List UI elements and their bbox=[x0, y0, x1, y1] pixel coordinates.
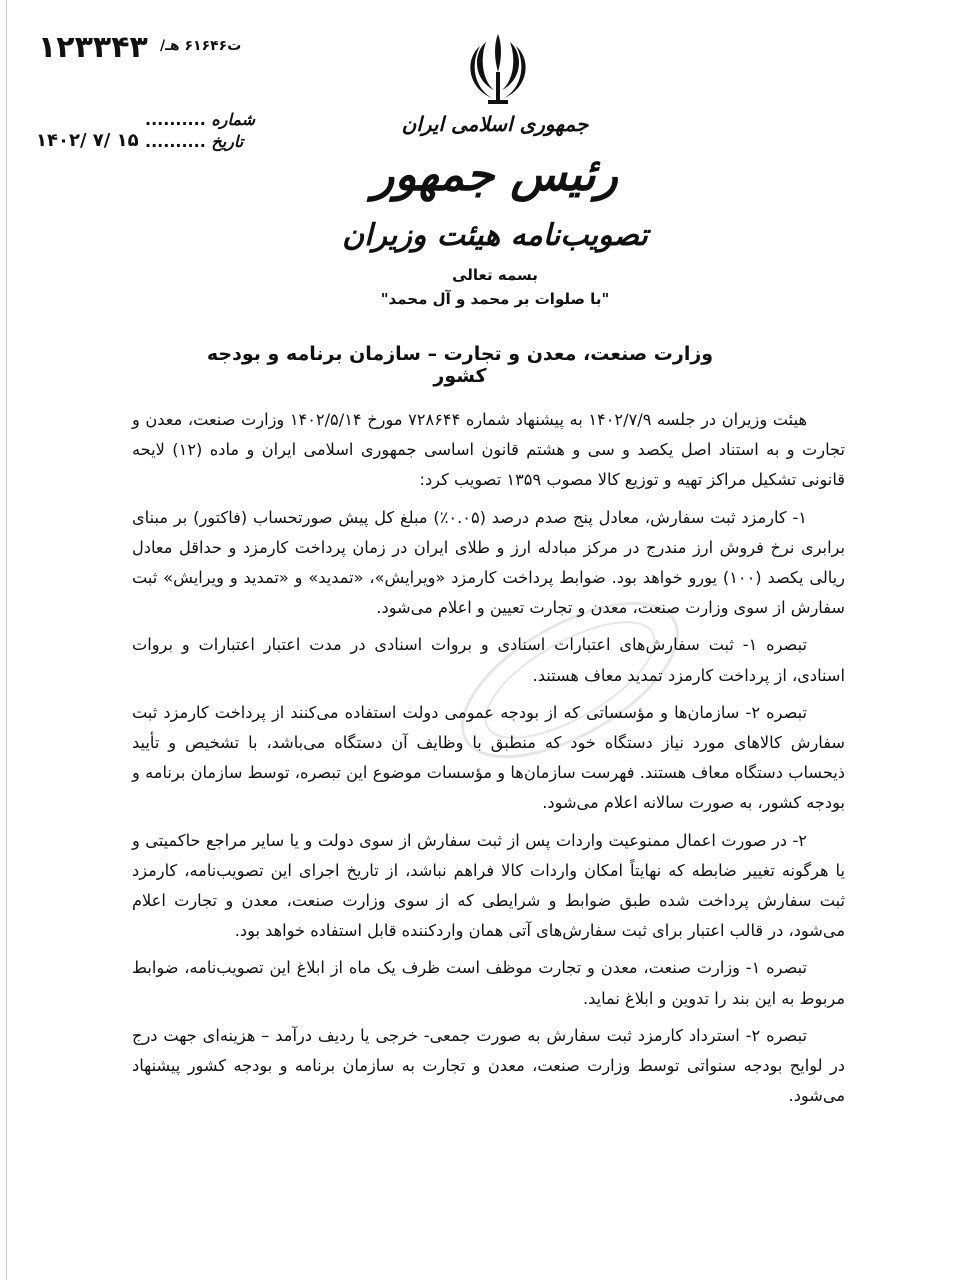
paragraph-article-2: ۲- در صورت اعمال ممنوعیت واردات پس از ثبت سفارش از سوی دولت و یا سایر مراجع حاکمیتی و یا هرگونه تغییر ضابطه که نهایتاً امکان واردات کالا فراهم نباشد، از تاریخ اجرای این تصویب‌نامه، کارمزد ثبت سفارش پرداخت شده طبق ضوابط و شرایطی که از سوی وزارت صنعت، معدن و تجارت اعلام می‌شود، در قالب اعتبار برای ثبت سفارش‌های آتی همان واردکننده قابل استفاده خواهد بود. bbox=[132, 830, 845, 941]
reference-code: /ت۶۱۶۴۶ هـ bbox=[160, 38, 242, 54]
paragraph-note-2-1: تبصره ۱- وزارت صنعت، معدن و تجارت موظف است ظرف یک ماه از ابلاغ این تصویب‌نامه، ضوابط مربوط به این بند را تدوین و ابلاغ نماید. bbox=[132, 958, 845, 1008]
paragraph-note-1-2: تبصره ۲- سازمان‌ها و مؤسساتی که از بودجه عمومی دولت استفاده می‌کنند از پرداخت کارمزد ثبت سفارش کالاهای مورد نیاز دستگاه خود که منطبق با وظایف آن دستگاه می‌باشد، با تشخیص و تأیید ذیحساب دستگاه معاف هستند. فهرست سازمان‌ها و مؤسسات موضوع این تبصره، توسط سازمان برنامه و بودجه کشور، به صورت سالانه اعلام می‌شود. bbox=[132, 702, 845, 813]
subject-line: وزارت صنعت، معدن و تجارت – سازمان برنامه و بودجه کشور bbox=[206, 343, 714, 387]
date-label: تاریخ bbox=[211, 132, 244, 151]
scan-edge-line bbox=[6, 0, 7, 1280]
number-row bbox=[145, 110, 255, 129]
paragraph-article-1: ۱- کارمزد ثبت سفارش، معادل پنج صدم درصد (۰.۰۵٪) مبلغ کل پیش صورتحساب (فاکتور) بر مبنای برابری نرخ فروش ارز مندرج در مرکز مبادله ارز و طلای ایران در زمان پرداخت کارمزد و حداقل معادل ریالی یکصد (۱۰۰) یورو خواهد بود. ضوابط پرداخت کارمزد «ویرایش»، «تمدید» و «تمدید و ویرایش» ثبت سفارش از سوی وزارت صنعت، معدن و تجارت تعیین و اعلام می‌شود. bbox=[132, 507, 846, 618]
date-row bbox=[145, 132, 243, 151]
header-president: رئیس جمهور bbox=[372, 147, 618, 201]
reference-number: ۱۲۳۳۴۳ bbox=[38, 30, 148, 65]
iran-emblem-icon bbox=[458, 28, 538, 108]
header-republic: جمهوری اسلامی ایران bbox=[401, 112, 589, 136]
paragraph-note-2-2: تبصره ۲- استرداد کارمزد ثبت سفارش به صورت جمعی- خرجی یا ردیف درآمد – هزینه‌ای جهت درج در لوایح بودجه سنواتی توسط وزارت صنعت، معدن و تجارت به سازمان برنامه و بودجه کشور پیشنهاد می‌شود. bbox=[132, 1025, 845, 1106]
date-dots: .......... bbox=[145, 132, 206, 151]
number-label: شماره bbox=[211, 110, 255, 129]
date-value: ۱۴۰۲/ ۷/ ۱۵ bbox=[36, 130, 139, 151]
paragraph-preamble: هیئت وزیران در جلسه ۱۴۰۲/۷/۹ به پیشنهاد شماره ۷۲۸۶۴۴ مورخ ۱۴۰۲/۵/۱۴ وزارت صنعت، معدن و تجارت و به استناد اصل یکصد و سی و هشتم قانون اساسی جمهوری اسلامی ایران و ماده (۱۲) لایحه قانونی تشکیل مراکز تهیه و توزیع کالا مصوب ۱۳۵۹ تصویب کرد: bbox=[132, 410, 845, 490]
number-dots: .......... bbox=[145, 110, 206, 129]
decree-body bbox=[132, 405, 845, 1118]
header-decree-title: تصویب‌نامه هیئت وزیران bbox=[342, 218, 648, 253]
basmala: بسمه تعالی bbox=[452, 266, 538, 284]
salawat: "با صلوات بر محمد و آل محمد" bbox=[380, 290, 610, 308]
paragraph-note-1-1: تبصره ۱- ثبت سفارش‌های اعتبارات اسنادی و بروات اسنادی در مدت اعتبار اعتبارات و بروات اسنادی، از پرداخت کارمزد تمدید معاف هستند. bbox=[132, 635, 845, 685]
